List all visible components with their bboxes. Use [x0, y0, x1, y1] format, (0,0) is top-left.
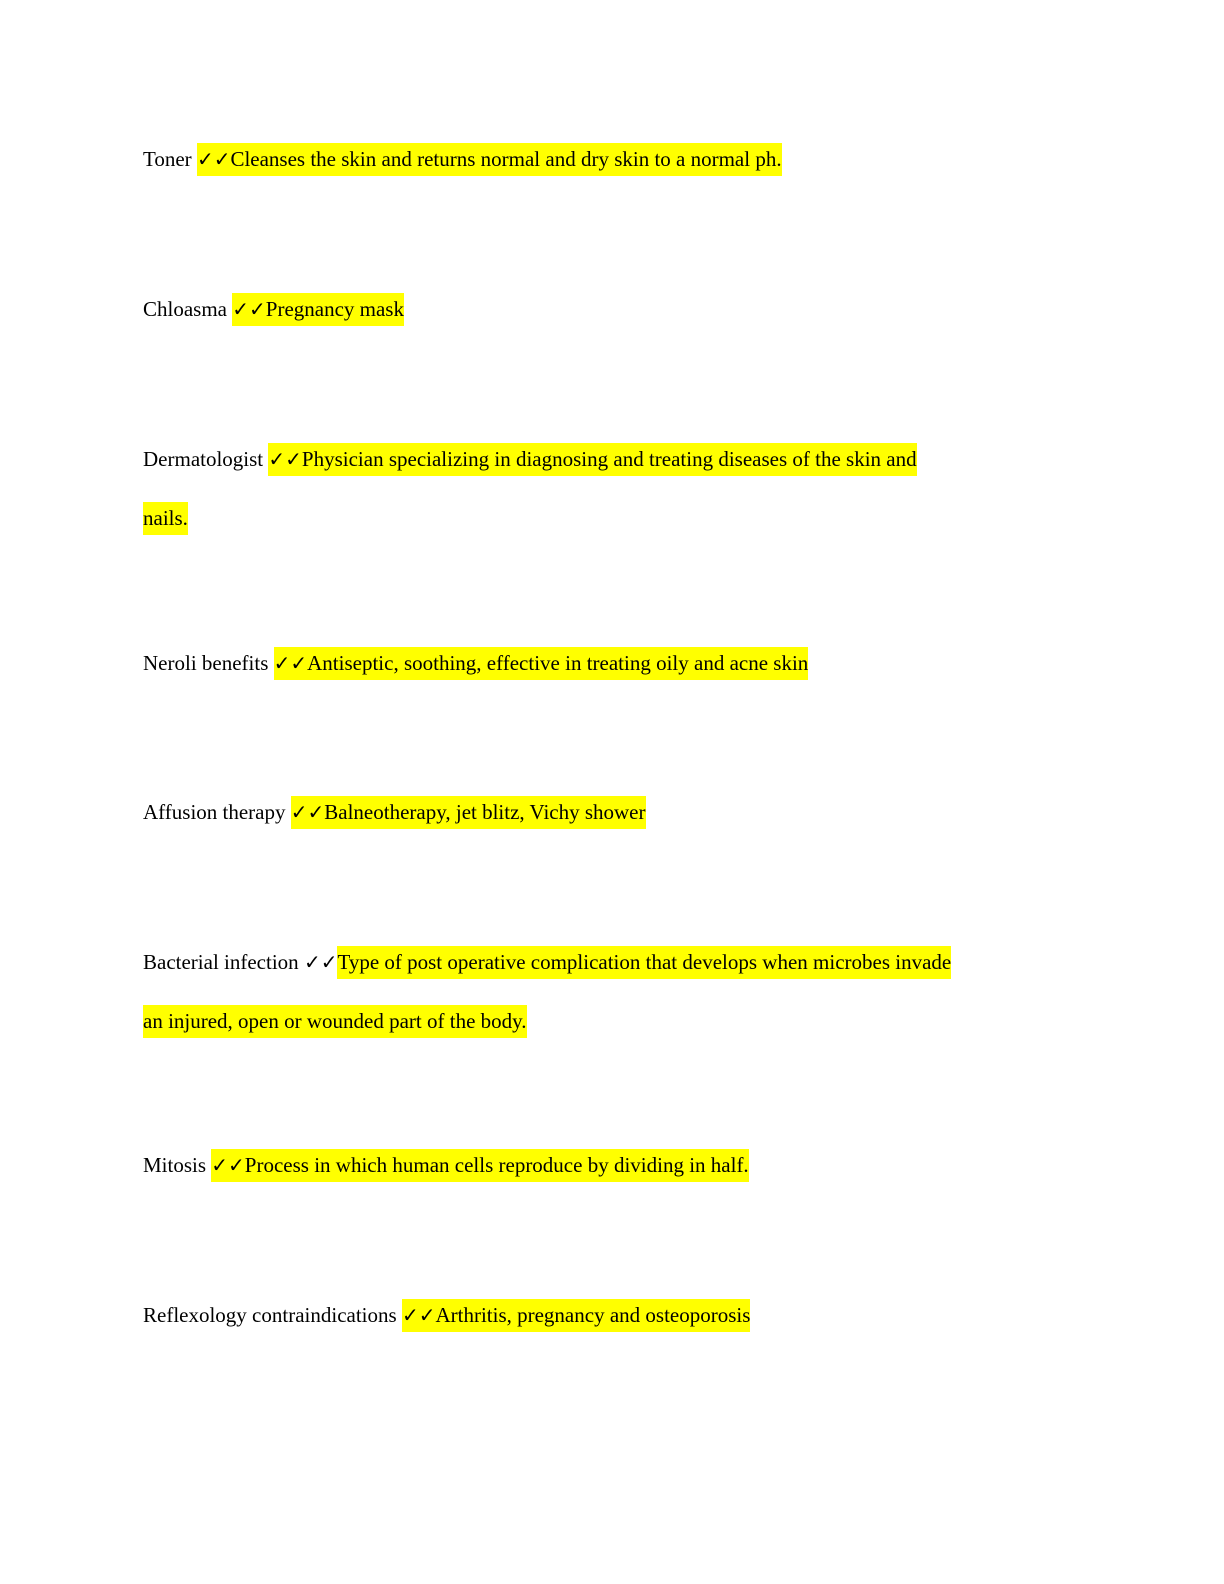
entry-line [143, 280, 1083, 339]
entry-definition: Process in which human cells reproduce by dividing in half. [244, 1153, 749, 1177]
entry-definition: Antiseptic, soothing, effective in treating oily and acne skin [307, 651, 809, 675]
highlighted-answer [143, 1005, 527, 1038]
flashcard-entry [143, 1136, 1083, 1195]
check-mark-icon: ✓✓ [290, 800, 325, 824]
entry-term: Dermatologist [143, 447, 264, 471]
entry-line [143, 634, 1083, 693]
entry-definition: Physician specializing in diagnosing and treating diseases of the skin and [301, 447, 917, 471]
entry-definition: Type of post operative complication that develops when microbes invade [337, 950, 952, 974]
entry-term: Bacterial infection [143, 950, 299, 974]
entry-term: Reflexology contraindications [143, 1303, 397, 1327]
entry-definition: Balneotherapy, jet blitz, Vichy shower [324, 800, 646, 824]
entry-term: Neroli benefits [143, 651, 269, 675]
check-mark-icon: ✓✓ [273, 651, 308, 675]
check-mark-icon: ✓✓ [232, 297, 266, 321]
check-mark-icon: ✓✓ [268, 447, 302, 471]
entry-line [143, 489, 1083, 548]
entry-term: Mitosis [143, 1153, 207, 1177]
flashcard-entry [143, 783, 1083, 842]
entry-term: Toner [143, 147, 192, 171]
entry-definition: Cleanses the skin and returns normal and dry skin to a normal ph. [230, 147, 782, 171]
highlighted-answer [291, 796, 646, 829]
highlighted-answer [402, 1299, 750, 1332]
flashcard-entry [143, 1286, 1083, 1345]
entry-definition-continued: nails. [143, 506, 188, 530]
flashcard-entry [143, 280, 1083, 339]
highlighted-answer [274, 647, 809, 680]
flashcard-entry [143, 130, 1083, 189]
flashcard-entry [143, 634, 1083, 693]
entry-definition-continued: an injured, open or wounded part of the body. [143, 1009, 527, 1033]
check-mark-icon: ✓✓ [196, 147, 231, 171]
flashcard-entry [143, 933, 1083, 1051]
entry-line [143, 1136, 1083, 1195]
flashcard-entry [143, 430, 1083, 548]
entry-term: Chloasma [143, 297, 227, 321]
highlighted-answer [197, 143, 782, 176]
entry-line [143, 933, 1083, 992]
entry-line [143, 430, 1083, 489]
highlighted-answer [143, 502, 188, 535]
entry-definition: Pregnancy mask [265, 297, 404, 321]
entry-line [143, 783, 1083, 842]
entry-line [143, 130, 1083, 189]
entry-definition: Arthritis, pregnancy and osteoporosis [435, 1303, 751, 1327]
check-mark-icon: ✓✓ [211, 1153, 245, 1177]
entry-line [143, 992, 1083, 1051]
entry-line [143, 1286, 1083, 1345]
highlighted-answer [211, 1149, 748, 1182]
check-mark-icon: ✓✓ [401, 1303, 436, 1327]
entry-term: Affusion therapy [143, 800, 286, 824]
highlighted-answer [232, 293, 404, 326]
highlighted-answer [337, 946, 951, 979]
check-mark-icon: ✓✓ [303, 950, 338, 974]
highlighted-answer [268, 443, 916, 476]
